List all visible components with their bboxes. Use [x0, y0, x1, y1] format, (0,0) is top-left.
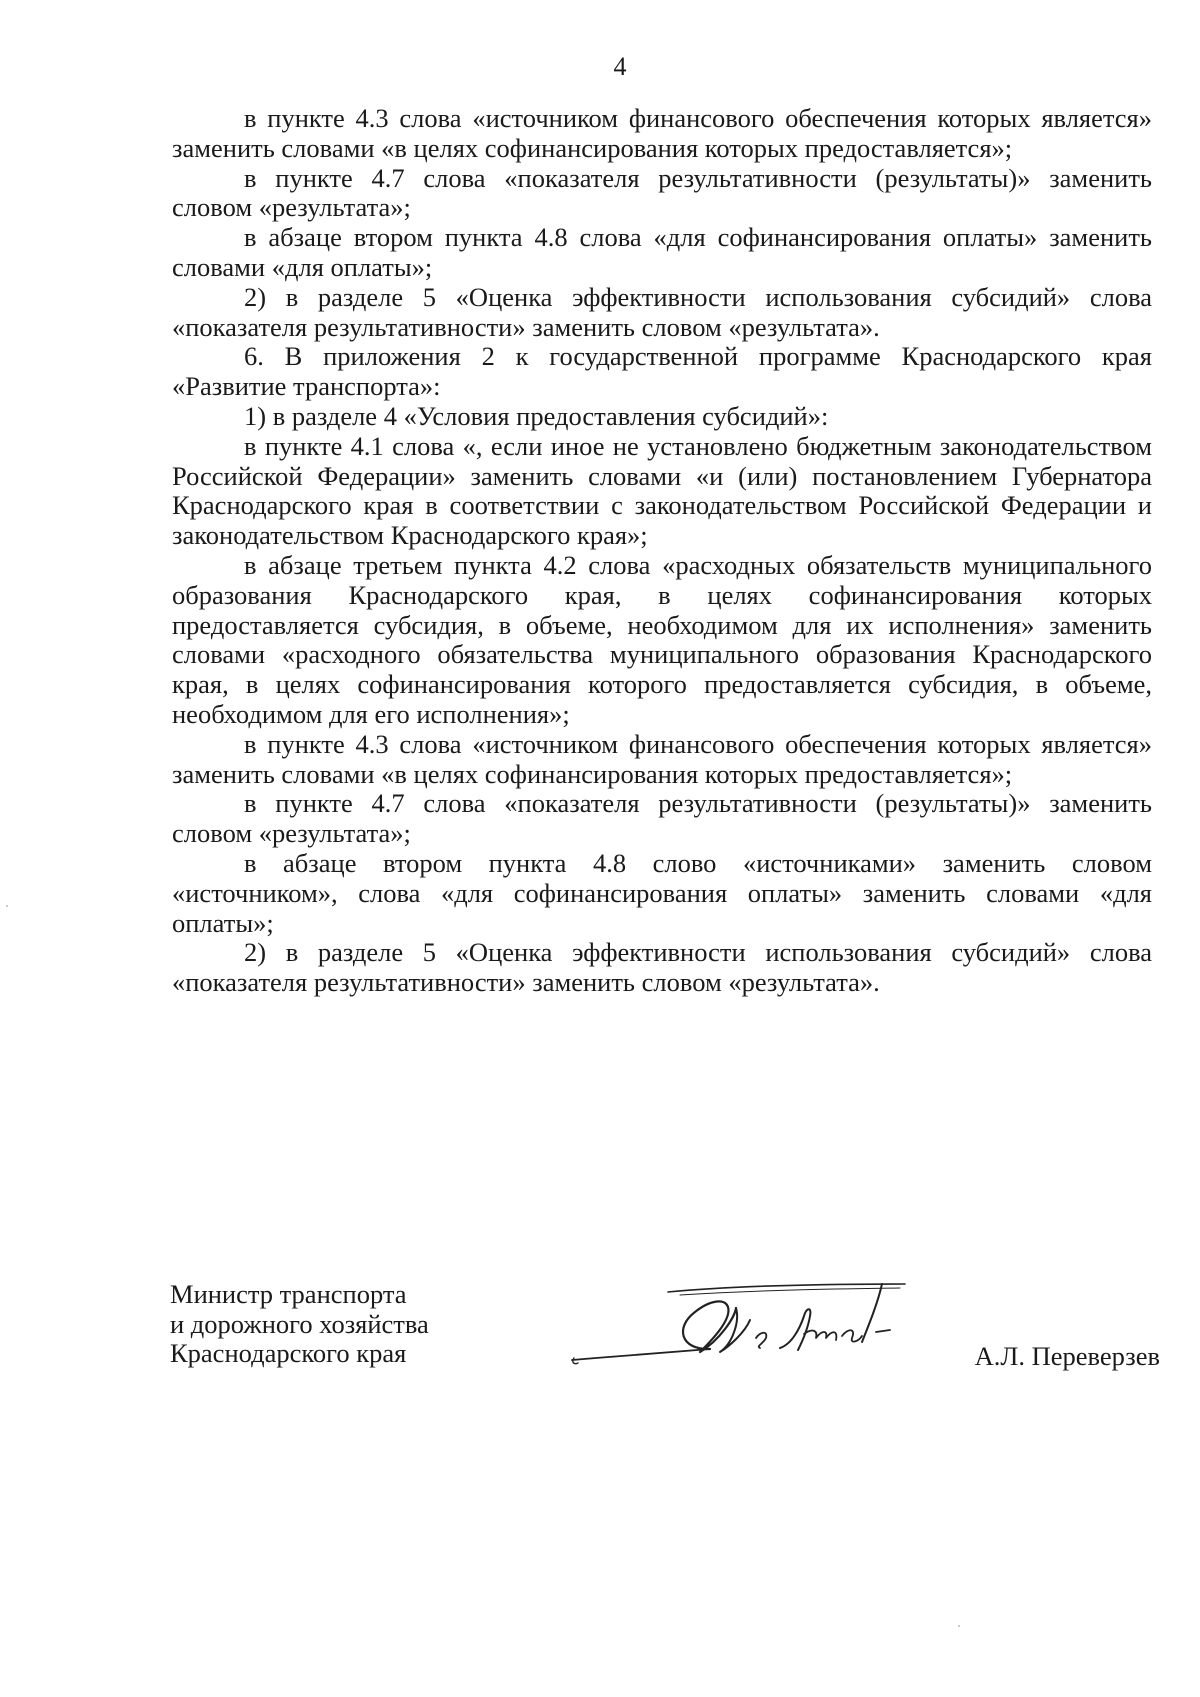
paragraph-6: 1) в разделе 4 «Условия предоставления субсидий»:: [244, 400, 829, 431]
paragraph-3: в абзаце втором пункта 4.8 слова «для софинансирования оплаты» заменить словами «для оплаты»;: [172, 222, 1152, 282]
scan-speck: [958, 1625, 960, 1627]
paragraph-2: в пункте 4.7 слова «показателя результативности (результаты)» заменить словом «результата»;: [172, 162, 1152, 223]
paragraph-11: в абзаце втором пункта 4.8 слово «источниками» заменить словом «источником», слова «для софинансирования оплаты» заменить словами «для оплаты»;: [172, 847, 1152, 938]
signer-name: А.Л. Переверзев: [974, 1341, 1160, 1371]
paragraph-8: в абзаце третьем пункта 4.2 слова «расходных обязательств муниципального образования Краснодарского края, в целях софинансирования которых предоставляется субсидия, в объеме, необходимом для их исполнения» заменить словами «расходного обязательства муниципального образования Краснодарского края, в целях софинансирования которого предоставляется субсидия, в объеме, необходимом для его исполнения»;: [172, 549, 1152, 729]
signature-block: [170, 1280, 1160, 1400]
paragraph-12: 2) в разделе 5 «Оценка эффективности использования субсидий» слова «показателя результативности» заменить словом «результата».: [172, 937, 1152, 998]
handwritten-signature-icon: [560, 1272, 940, 1382]
page-number: 4: [613, 52, 627, 81]
paragraph-5: 6. В приложения 2 к государственной программе Краснодарского края «Развитие транспорта»:: [172, 341, 1152, 402]
scan-speck: [6, 905, 8, 907]
signer-position: [170, 1280, 510, 1369]
paragraph-7: в пункте 4.1 слова «, если иное не установлено бюджетным законодательством Российской Федерации» заменить словами «и (или) постановлением Губернатора Краснодарского края в соответствии с законодательством Российской Федерации и законодательством Краснодарского края»;: [172, 430, 1152, 551]
paragraph-9: в пункте 4.3 слова «источником финансового обеспечения которых является» заменить словами «в целях софинансирования которых предоставляется»;: [172, 728, 1152, 789]
paragraph-1: в пункте 4.3 слова «источником финансового обеспечения которых является» заменить словами «в целях софинансирования которых предоставляется»;: [172, 103, 1152, 163]
paragraph-10: в пункте 4.7 слова «показателя результативности (результаты)» заменить словом «результата»;: [172, 788, 1152, 849]
signer-position-line: и дорожного хозяйства: [170, 1308, 429, 1339]
paragraph-4: 2) в разделе 5 «Оценка эффективности использования субсидий» слова «показателя результативности» заменить словом «результата».: [172, 281, 1152, 342]
signer-position-line: Министр транспорта: [170, 1279, 407, 1309]
document-body: [172, 104, 1152, 998]
signer-position-line: Краснодарского края: [170, 1338, 407, 1368]
